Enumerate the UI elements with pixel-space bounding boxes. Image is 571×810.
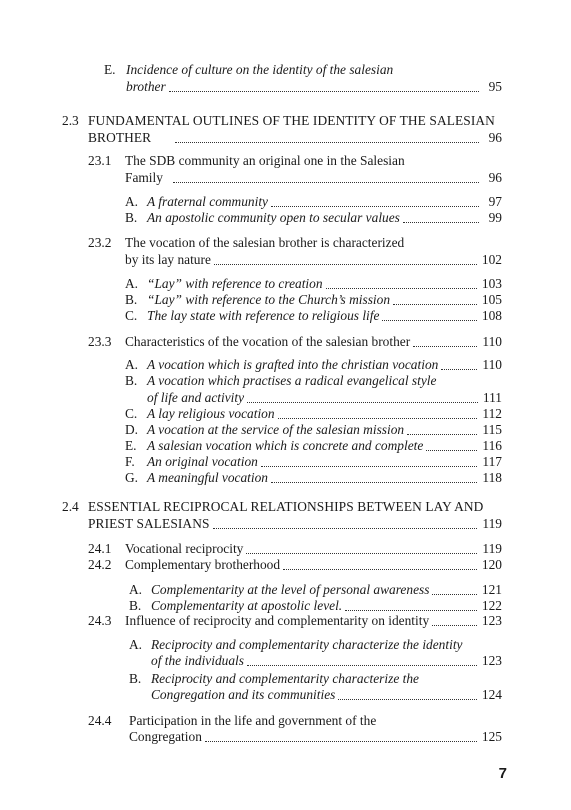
toc-section — [62, 499, 502, 515]
page-ref: 96 — [488, 130, 502, 145]
entry-title: Influence of reciprocity and complementarity on identity — [125, 613, 430, 628]
section-title: PRIEST SALESIANS — [88, 516, 210, 531]
toc-entry — [147, 390, 502, 406]
dot-leader — [175, 141, 479, 143]
toc-entry — [151, 653, 502, 669]
entry-title: Participation in the life and government of the — [129, 713, 377, 728]
section-number: 2.4 — [62, 499, 79, 514]
dot-leader — [271, 481, 477, 483]
page-ref: 118 — [482, 470, 502, 485]
dot-leader — [169, 90, 479, 92]
page-ref: 119 — [482, 516, 502, 531]
toc-section — [62, 113, 502, 129]
toc-entry — [151, 687, 502, 703]
entry-title: Congregation — [129, 729, 202, 744]
toc-entry — [129, 671, 502, 687]
page-ref: 122 — [481, 598, 502, 613]
entry-title: “Lay” with reference to creation — [147, 276, 323, 291]
entry-number: C. — [125, 406, 138, 421]
dot-leader — [345, 609, 477, 611]
page-ref: 97 — [488, 194, 502, 209]
page-ref: 116 — [482, 438, 502, 453]
section-number: 2.3 — [62, 113, 79, 128]
page-ref: 124 — [481, 687, 502, 702]
toc-entry — [125, 357, 502, 373]
toc-entry — [125, 422, 502, 438]
toc-entry — [88, 713, 502, 729]
entry-number: B. — [125, 292, 138, 307]
page-ref: 117 — [482, 454, 502, 469]
entry-number: 24.3 — [88, 613, 112, 628]
entry-number: 24.2 — [88, 557, 112, 572]
dot-leader — [278, 417, 478, 419]
toc-entry — [129, 598, 502, 614]
page-ref: 95 — [488, 79, 502, 94]
toc-entry — [125, 292, 502, 308]
toc-entry — [125, 373, 502, 389]
dot-leader — [432, 624, 477, 626]
section-title: BROTHER — [88, 130, 152, 145]
toc-entry — [104, 62, 502, 78]
toc-entry — [88, 557, 502, 573]
toc-entry — [88, 235, 502, 251]
dot-leader — [214, 263, 477, 265]
toc-entry — [125, 210, 502, 226]
dot-leader — [213, 527, 478, 529]
entry-number: B. — [129, 671, 142, 686]
toc-entry — [129, 637, 502, 653]
entry-number: 24.4 — [88, 713, 112, 728]
dot-leader — [432, 593, 476, 595]
page-ref: 112 — [482, 406, 502, 421]
entry-title: A vocation which is grafted into the christian vocation — [147, 357, 439, 372]
toc-entry — [125, 194, 502, 210]
page-ref: 99 — [488, 210, 502, 225]
page-ref: 105 — [481, 292, 502, 307]
entry-title: Complementarity at the level of personal awareness — [151, 582, 430, 597]
dot-leader — [173, 181, 479, 183]
entry-title: An original vocation — [147, 454, 258, 469]
dot-leader — [247, 664, 477, 666]
dot-leader — [403, 221, 479, 223]
entry-number: A. — [129, 637, 143, 652]
toc-section — [88, 516, 502, 532]
toc-entry — [125, 308, 502, 324]
page-ref: 120 — [481, 557, 502, 572]
entry-title: The lay state with reference to religious life — [147, 308, 380, 323]
entry-title: Reciprocity and complementarity characterize the identity — [151, 637, 463, 652]
toc-entry — [126, 79, 502, 95]
entry-number: 23.2 — [88, 235, 112, 250]
entry-title: Congregation and its communities — [151, 687, 336, 702]
dot-leader — [246, 552, 477, 554]
entry-title: Characteristics of the vocation of the salesian brother — [125, 334, 411, 349]
entry-title: A salesian vocation which is concrete and complete — [147, 438, 424, 453]
entry-number: E. — [125, 438, 137, 453]
section-title: FUNDAMENTAL OUTLINES OF THE IDENTITY OF THE SALESIAN — [88, 113, 495, 128]
entry-title: brother — [126, 79, 166, 94]
page-ref: 123 — [481, 653, 502, 668]
entry-number: E. — [104, 62, 116, 77]
section-title: ESSENTIAL RECIPROCAL RELATIONSHIPS BETWEEN LAY AND — [88, 499, 484, 514]
page-ref: 111 — [482, 390, 502, 405]
entry-title: An apostolic community open to secular values — [147, 210, 400, 225]
dot-leader — [247, 401, 478, 403]
toc-entry — [125, 252, 502, 268]
dot-leader — [261, 465, 478, 467]
entry-title: The vocation of the salesian brother is characterized — [125, 235, 405, 250]
dot-leader — [205, 740, 477, 742]
page-ref: 102 — [481, 252, 502, 267]
page-ref: 110 — [482, 334, 502, 349]
entry-number: B. — [125, 210, 138, 225]
entry-number: A. — [125, 357, 139, 372]
toc-entry — [125, 438, 502, 454]
toc-entry — [125, 170, 502, 186]
entry-title: Vocational reciprocity — [125, 541, 244, 556]
toc-entry — [125, 276, 502, 292]
entry-number: D. — [125, 422, 139, 437]
entry-number: A. — [129, 582, 143, 597]
toc-entry — [125, 454, 502, 470]
entry-title: by its lay nature — [125, 252, 211, 267]
entry-title: A lay religious vocation — [147, 406, 275, 421]
toc-entry — [88, 613, 502, 629]
page-number: 7 — [498, 765, 507, 782]
dot-leader — [413, 345, 477, 347]
entry-title: Incidence of culture on the identity of the salesian — [126, 62, 394, 77]
dot-leader — [338, 698, 477, 700]
entry-title: “Lay” with reference to the Church’s mission — [147, 292, 391, 307]
dot-leader — [393, 303, 477, 305]
toc-entry — [129, 729, 502, 745]
entry-number: A. — [125, 276, 139, 291]
entry-number: 23.1 — [88, 153, 112, 168]
entry-title: Reciprocity and complementarity characterize the — [151, 671, 419, 686]
toc-entry — [88, 153, 502, 169]
entry-number: F. — [125, 454, 135, 469]
entry-number: C. — [125, 308, 138, 323]
entry-number: G. — [125, 470, 139, 485]
page-ref: 125 — [481, 729, 502, 744]
entry-number: A. — [125, 194, 139, 209]
entry-number: 23.3 — [88, 334, 112, 349]
entry-title: Complementary brotherhood — [125, 557, 281, 572]
entry-title: A meaningful vocation — [147, 470, 268, 485]
entry-number: 24.1 — [88, 541, 112, 556]
entry-title: A fraternal community — [147, 194, 268, 209]
dot-leader — [441, 368, 477, 370]
entry-title: The SDB community an original one in the Salesian — [125, 153, 405, 168]
page-ref: 115 — [482, 422, 502, 437]
dot-leader — [326, 287, 477, 289]
page-ref: 121 — [481, 582, 502, 597]
page-ref: 103 — [481, 276, 502, 291]
toc-entry — [88, 334, 502, 350]
toc-entry — [125, 470, 502, 486]
entry-title: A vocation at the service of the salesian mission — [147, 422, 405, 437]
entry-number: B. — [129, 598, 142, 613]
page-ref: 119 — [482, 541, 502, 556]
entry-title: of the individuals — [151, 653, 244, 668]
entry-title: Family — [125, 170, 163, 185]
entry-title: Complementarity at apostolic level. — [151, 598, 343, 613]
page-ref: 108 — [481, 308, 502, 323]
page-ref: 110 — [482, 357, 502, 372]
dot-leader — [382, 319, 476, 321]
toc-entry — [125, 406, 502, 422]
dot-leader — [283, 568, 477, 570]
dot-leader — [426, 449, 477, 451]
dot-leader — [271, 205, 479, 207]
entry-title: A vocation which practises a radical evangelical style — [147, 373, 437, 388]
toc-section — [88, 130, 502, 146]
page-ref: 96 — [488, 170, 502, 185]
entry-number: B. — [125, 373, 138, 388]
toc-entry — [129, 582, 502, 598]
dot-leader — [407, 433, 477, 435]
entry-title: of life and activity — [147, 390, 245, 405]
toc-entry — [88, 541, 502, 557]
page-ref: 123 — [481, 613, 502, 628]
